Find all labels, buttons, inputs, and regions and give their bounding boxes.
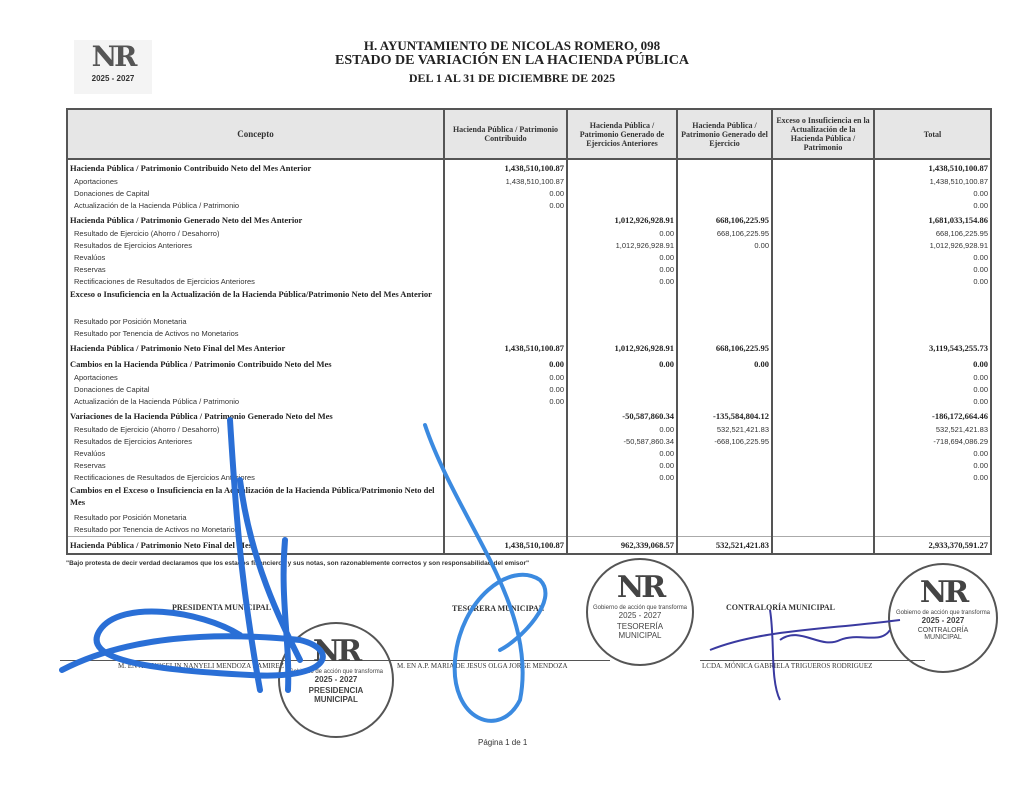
table-row — [67, 524, 991, 537]
col-header-concepto: Concepto — [67, 109, 444, 159]
cell-total: 1,438,510,100.87 — [874, 176, 991, 188]
cell-total: 532,521,421.83 — [874, 424, 991, 436]
cell-total: 3,119,543,255.73 — [874, 340, 991, 356]
stamp-office: PRESIDENCIA MUNICIPAL — [308, 686, 364, 704]
cell-exceso — [772, 436, 874, 448]
cell-total: -186,172,664.46 — [874, 408, 991, 424]
table-row — [67, 276, 991, 288]
cell-ejercicio — [677, 472, 772, 484]
cell-ejercicio — [677, 524, 772, 537]
cell-ejercicio: 0.00 — [677, 356, 772, 372]
cell-contribuido: 0.00 — [444, 188, 567, 200]
cell-contribuido — [444, 252, 567, 264]
cell-contribuido — [444, 264, 567, 276]
stamp-years: 2025 - 2027 — [618, 611, 662, 620]
row-concept: Cambios en el Exceso o Insuficiencia en la Actualización de la Hacienda Pública/Patrimonio Neto del Mes — [67, 484, 444, 512]
cell-ejercicio: -135,584,804.12 — [677, 408, 772, 424]
cell-ejercicios-anteriores: 0.00 — [567, 424, 677, 436]
cell-ejercicio — [677, 396, 772, 408]
logo-years: 2025 - 2027 — [91, 74, 135, 83]
stamp-logo: NR — [312, 634, 360, 669]
table-row — [67, 176, 991, 188]
signature-name-presidenta: M. EN A.P. YOSELIN NANYELI MENDOZA RAMIREZ — [118, 662, 284, 670]
stamp-motto: Gobierno de acción que transforma — [592, 605, 688, 611]
cell-total: 0.00 — [874, 460, 991, 472]
table-row — [67, 228, 991, 240]
cell-contribuido — [444, 424, 567, 436]
cell-ejercicios-anteriores — [567, 200, 677, 212]
table-row — [67, 384, 991, 396]
table-row — [67, 396, 991, 408]
row-concept: Donaciones de Capital — [67, 384, 444, 396]
signature-name-tesorera: M. EN A.P. MARIA DE JESUS OLGA JORGE MENDOZA — [397, 662, 568, 670]
equity-variation-table — [66, 108, 992, 555]
cell-exceso — [772, 264, 874, 276]
cell-ejercicios-anteriores — [567, 524, 677, 537]
cell-ejercicio: 532,521,421.83 — [677, 537, 772, 555]
cell-contribuido: 0.00 — [444, 372, 567, 384]
cell-ejercicios-anteriores — [567, 512, 677, 524]
table-row — [67, 372, 991, 384]
signature-role-contraloria: CONTRALORÍA MUNICIPAL — [726, 603, 835, 612]
table-row — [67, 460, 991, 472]
cell-ejercicio — [677, 159, 772, 176]
cell-ejercicios-anteriores — [567, 484, 677, 512]
logo-mark: NR — [91, 40, 135, 73]
cell-total — [874, 316, 991, 328]
cell-ejercicio — [677, 512, 772, 524]
cell-ejercicios-anteriores: 0.00 — [567, 356, 677, 372]
col-header-total: Total — [874, 109, 991, 159]
cell-ejercicio — [677, 252, 772, 264]
cell-exceso — [772, 176, 874, 188]
table-row — [67, 436, 991, 448]
cell-ejercicio — [677, 288, 772, 316]
stamp-years: 2025 - 2027 — [314, 675, 358, 684]
cell-exceso — [772, 512, 874, 524]
stamp-contraloria — [888, 563, 998, 673]
row-concept: Hacienda Pública / Patrimonio Generado Neto del Mes Anterior — [67, 212, 444, 228]
cell-contribuido: 0.00 — [444, 356, 567, 372]
table-row — [67, 264, 991, 276]
cell-total: 0.00 — [874, 264, 991, 276]
cell-total: 0.00 — [874, 276, 991, 288]
cell-total: 668,106,225.95 — [874, 228, 991, 240]
row-concept: Hacienda Pública / Patrimonio Neto Final del Mes Anterior — [67, 340, 444, 356]
cell-total — [874, 512, 991, 524]
report-title: ESTADO DE VARIACIÓN EN LA HACIENDA PÚBLICA — [335, 53, 689, 68]
row-concept: Actualización de la Hacienda Pública / Patrimonio — [67, 396, 444, 408]
cell-total: 1,438,510,100.87 — [874, 159, 991, 176]
row-concept: Resultado de Ejercicio (Ahorro / Desahorro) — [67, 228, 444, 240]
cell-total: 0.00 — [874, 188, 991, 200]
cell-ejercicio — [677, 316, 772, 328]
cell-ejercicios-anteriores — [567, 396, 677, 408]
table-row — [67, 159, 991, 176]
row-concept: Resultados de Ejercicios Anteriores — [67, 240, 444, 252]
cell-contribuido — [444, 276, 567, 288]
table-row — [67, 512, 991, 524]
cell-contribuido — [444, 240, 567, 252]
cell-ejercicios-anteriores — [567, 176, 677, 188]
row-concept: Actualización de la Hacienda Pública / Patrimonio — [67, 200, 444, 212]
cell-ejercicios-anteriores: 1,012,926,928.91 — [567, 240, 677, 252]
row-concept: Reservas — [67, 460, 444, 472]
cell-exceso — [772, 396, 874, 408]
cell-exceso — [772, 384, 874, 396]
cell-contribuido — [444, 328, 567, 340]
table-header — [67, 109, 991, 159]
cell-ejercicios-anteriores: 0.00 — [567, 448, 677, 460]
cell-ejercicio — [677, 176, 772, 188]
cell-contribuido — [444, 212, 567, 228]
table-row — [67, 356, 991, 372]
table-row — [67, 484, 991, 512]
row-concept: Resultado por Tenencia de Activos no Monetarios — [67, 328, 444, 340]
table-row — [67, 200, 991, 212]
cell-ejercicio: 0.00 — [677, 240, 772, 252]
row-concept: Resultado de Ejercicio (Ahorro / Desahorro) — [67, 424, 444, 436]
cell-ejercicios-anteriores — [567, 328, 677, 340]
col-header-ejercicios-anteriores: Hacienda Pública / Patrimonio Generado de Ejercicios Anteriores — [567, 109, 677, 159]
table-row — [67, 340, 991, 356]
cell-ejercicios-anteriores — [567, 316, 677, 328]
entity-name: H. AYUNTAMIENTO DE NICOLAS ROMERO, 098 — [363, 38, 661, 53]
row-concept: Resultados de Ejercicios Anteriores — [67, 436, 444, 448]
cell-contribuido — [444, 460, 567, 472]
cell-ejercicio: -668,106,225.95 — [677, 436, 772, 448]
cell-contribuido: 0.00 — [444, 384, 567, 396]
cell-exceso — [772, 460, 874, 472]
cell-exceso — [772, 484, 874, 512]
cell-contribuido — [444, 288, 567, 316]
cell-ejercicio — [677, 328, 772, 340]
signature-role-presidenta: PRESIDENTA MUNICIPAL — [172, 603, 272, 612]
row-concept: Hacienda Pública / Patrimonio Contribuido Neto del Mes Anterior — [67, 159, 444, 176]
cell-ejercicios-anteriores: 1,012,926,928.91 — [567, 340, 677, 356]
table-row — [67, 240, 991, 252]
cell-total — [874, 524, 991, 537]
table-row — [67, 537, 991, 555]
cell-total — [874, 328, 991, 340]
signature-role-tesorera: TESORERA MUNICIPAL — [452, 604, 545, 613]
row-concept: Variaciones de la Hacienda Pública / Patrimonio Generado Neto del Mes — [67, 408, 444, 424]
cell-exceso — [772, 328, 874, 340]
cell-ejercicio — [677, 188, 772, 200]
cell-contribuido — [444, 448, 567, 460]
cell-total: 0.00 — [874, 396, 991, 408]
cell-contribuido: 0.00 — [444, 200, 567, 212]
cell-ejercicio: 668,106,225.95 — [677, 212, 772, 228]
table-row — [67, 328, 991, 340]
stamp-presidencia — [278, 622, 394, 738]
cell-total: 0.00 — [874, 384, 991, 396]
cell-ejercicio — [677, 448, 772, 460]
cell-ejercicios-anteriores: 1,012,926,928.91 — [567, 212, 677, 228]
stamp-office: CONTRALORÍA MUNICIPAL — [917, 627, 969, 641]
cell-total: 0.00 — [874, 200, 991, 212]
stamp-motto: Gobierno de acción que transforma — [895, 610, 991, 616]
cell-exceso — [772, 372, 874, 384]
cell-total — [874, 484, 991, 512]
cell-contribuido: 0.00 — [444, 396, 567, 408]
cell-ejercicio — [677, 200, 772, 212]
cell-ejercicio: 668,106,225.95 — [677, 228, 772, 240]
cell-exceso — [772, 472, 874, 484]
cell-ejercicios-anteriores — [567, 384, 677, 396]
cell-contribuido — [444, 472, 567, 484]
table-row — [67, 212, 991, 228]
cell-total: 2,933,370,591.27 — [874, 537, 991, 555]
table-row — [67, 472, 991, 484]
report-period: DEL 1 AL 31 DE DICIEMBRE DE 2025 — [408, 71, 616, 85]
table-row — [67, 408, 991, 424]
cell-contribuido — [444, 484, 567, 512]
table-row — [67, 448, 991, 460]
cell-exceso — [772, 288, 874, 316]
cell-contribuido — [444, 524, 567, 537]
cell-ejercicio — [677, 276, 772, 288]
row-concept: Rectificaciones de Resultados de Ejercicios Anteriores — [67, 472, 444, 484]
row-concept: Resultado por Tenencia de Activos no Monetarios — [67, 524, 444, 537]
cell-exceso — [772, 408, 874, 424]
cell-ejercicio — [677, 384, 772, 396]
cell-contribuido — [444, 408, 567, 424]
table-row — [67, 316, 991, 328]
cell-exceso — [772, 448, 874, 460]
cell-contribuido — [444, 228, 567, 240]
row-concept: Rectificaciones de Resultados de Ejercicios Anteriores — [67, 276, 444, 288]
row-concept: Reservas — [67, 264, 444, 276]
cell-ejercicios-anteriores: 0.00 — [567, 264, 677, 276]
col-header-exceso: Exceso o Insuficiencia en la Actualización de la Hacienda Pública / Patrimonio — [772, 109, 874, 159]
table-row — [67, 252, 991, 264]
cell-exceso — [772, 316, 874, 328]
row-concept: Exceso o Insuficiencia en la Actualización de la Hacienda Pública/Patrimonio Neto del Mes Anterior — [67, 288, 444, 316]
cell-exceso — [772, 240, 874, 252]
cell-exceso — [772, 188, 874, 200]
col-header-ejercicio: Hacienda Pública / Patrimonio Generado del Ejercicio — [677, 109, 772, 159]
cell-ejercicios-anteriores — [567, 288, 677, 316]
row-concept: Revalúos — [67, 448, 444, 460]
row-concept: Cambios en la Hacienda Pública / Patrimonio Contribuido Neto del Mes — [67, 356, 444, 372]
cell-total: 0.00 — [874, 356, 991, 372]
cell-exceso — [772, 276, 874, 288]
signature-line — [700, 660, 925, 661]
cell-total: 0.00 — [874, 372, 991, 384]
stamp-logo: NR — [616, 570, 664, 605]
stamp-motto: Gobierno de acción que transforma — [288, 669, 384, 675]
cell-ejercicios-anteriores: 0.00 — [567, 460, 677, 472]
cell-ejercicio — [677, 372, 772, 384]
cell-exceso — [772, 524, 874, 537]
cell-ejercicios-anteriores: 0.00 — [567, 252, 677, 264]
cell-ejercicios-anteriores — [567, 372, 677, 384]
disclaimer-note: "Bajo protesta de decir verdad declaramos que los estados financieros y sus notas, son razonablemente correctos y son responsabilidad del emisor" — [66, 560, 530, 567]
cell-exceso — [772, 252, 874, 264]
cell-ejercicios-anteriores: -50,587,860.34 — [567, 436, 677, 448]
cell-total: 0.00 — [874, 252, 991, 264]
cell-ejercicio: 668,106,225.95 — [677, 340, 772, 356]
cell-exceso — [772, 424, 874, 436]
cell-exceso — [772, 356, 874, 372]
table-row — [67, 188, 991, 200]
cell-total: -718,694,086.29 — [874, 436, 991, 448]
cell-ejercicios-anteriores: 0.00 — [567, 276, 677, 288]
table-body — [67, 159, 991, 554]
cell-exceso — [772, 212, 874, 228]
cell-ejercicio: 532,521,421.83 — [677, 424, 772, 436]
cell-total: 0.00 — [874, 448, 991, 460]
stamp-logo: NR — [919, 575, 967, 610]
cell-ejercicios-anteriores — [567, 188, 677, 200]
cell-total: 1,681,033,154.86 — [874, 212, 991, 228]
table-row — [67, 288, 991, 316]
cell-ejercicios-anteriores: -50,587,860.34 — [567, 408, 677, 424]
cell-contribuido — [444, 512, 567, 524]
cell-exceso — [772, 159, 874, 176]
col-header-contribuido: Hacienda Pública / Patrimonio Contribuido — [444, 109, 567, 159]
row-concept: Hacienda Pública / Patrimonio Neto Final del Mes — [67, 537, 444, 555]
cell-total: 1,012,926,928.91 — [874, 240, 991, 252]
page-number: Página 1 de 1 — [478, 738, 528, 747]
cell-total — [874, 288, 991, 316]
row-concept: Resultado por Posición Monetaria — [67, 316, 444, 328]
cell-contribuido: 1,438,510,100.87 — [444, 340, 567, 356]
row-concept: Resultado por Posición Monetaria — [67, 512, 444, 524]
cell-contribuido: 1,438,510,100.87 — [444, 176, 567, 188]
signature-name-contraloria: LCDA. MÓNICA GABRIELA TRIGUEROS RODRIGUEZ — [702, 662, 873, 670]
signature-contraloria-scribble — [710, 610, 900, 700]
stamp-years: 2025 - 2027 — [921, 616, 965, 625]
cell-ejercicios-anteriores: 0.00 — [567, 228, 677, 240]
stamp-tesoreria — [586, 558, 694, 666]
row-concept: Aportaciones — [67, 176, 444, 188]
cell-total: 0.00 — [874, 472, 991, 484]
cell-contribuido — [444, 316, 567, 328]
table-row — [67, 424, 991, 436]
cell-contribuido: 1,438,510,100.87 — [444, 537, 567, 555]
cell-exceso — [772, 537, 874, 555]
cell-ejercicios-anteriores: 962,339,068.57 — [567, 537, 677, 555]
cell-contribuido: 1,438,510,100.87 — [444, 159, 567, 176]
cell-ejercicios-anteriores — [567, 159, 677, 176]
cell-ejercicio — [677, 484, 772, 512]
cell-exceso — [772, 340, 874, 356]
stamp-office: TESORERÍA MUNICIPAL — [616, 622, 664, 640]
cell-exceso — [772, 200, 874, 212]
cell-ejercicio — [677, 460, 772, 472]
signature-line — [395, 660, 610, 661]
row-concept: Aportaciones — [67, 372, 444, 384]
cell-ejercicio — [677, 264, 772, 276]
row-concept: Revalúos — [67, 252, 444, 264]
cell-ejercicios-anteriores: 0.00 — [567, 472, 677, 484]
cell-contribuido — [444, 436, 567, 448]
row-concept: Donaciones de Capital — [67, 188, 444, 200]
cell-exceso — [772, 228, 874, 240]
